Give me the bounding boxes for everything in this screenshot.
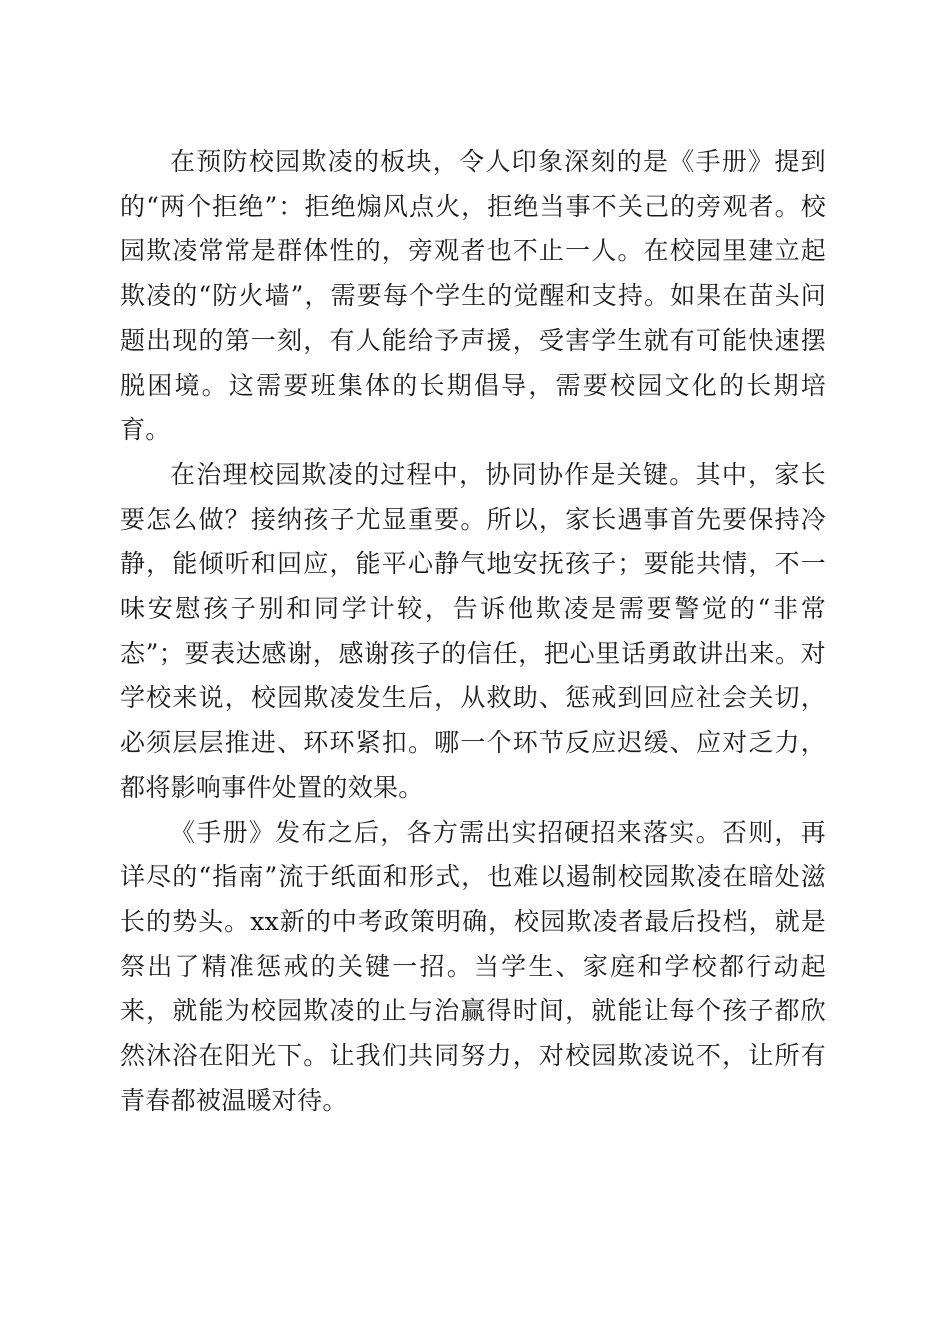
document-body (120, 140, 826, 1123)
paragraph-implementation: 《手册》发布之后，各方需出实招硬招来落实。否则，再详尽的“指南”流于纸面和形式，也难以遏制校园欺凌在暗处滋长的势头。xx新的中考政策明确，校园欺凌者最后投档，就是祭出了精准惩戒的关键一招。当学生、家庭和学校都行动起来，就能为校园欺凌的止与治赢得时间，就能让每个孩子都欣然沐浴在阳光下。让我们共同努力，对校园欺凌说不，让所有青春都被温暖对待。 (120, 817, 826, 1115)
paragraph-prevention: 在预防校园欺凌的板块，令人印象深刻的是《手册》提到的“两个拒绝”：拒绝煽风点火，拒绝当事不关己的旁观者。校园欺凌常常是群体性的，旁观者也不止一人。在校园里建立起欺凌的“防火墙”，需要每个学生的觉醒和支持。如果在苗头问题出现的第一刻，有人能给予声援，受害学生就有可能快速摆脱困境。这需要班集体的长期倡导，需要校园文化的长期培育。 (120, 147, 826, 445)
paragraph-governance: 在治理校园欺凌的过程中，协同协作是关键。其中，家长要怎么做？接纳孩子尤显重要。所以，家长遇事首先要保持冷静，能倾听和回应，能平心静气地安抚孩子；要能共情，不一味安慰孩子别和同学计较，告诉他欺凌是需要警觉的“非常态”；要表达感谢，感谢孩子的信任，把心里话勇敢讲出来。对学校来说，校园欺凌发生后，从救助、惩戒到回应社会关切，必须层层推进、环环紧扣。哪一个环节反应迟缓、应对乏力，都将影响事件处置的效果。 (120, 459, 826, 802)
